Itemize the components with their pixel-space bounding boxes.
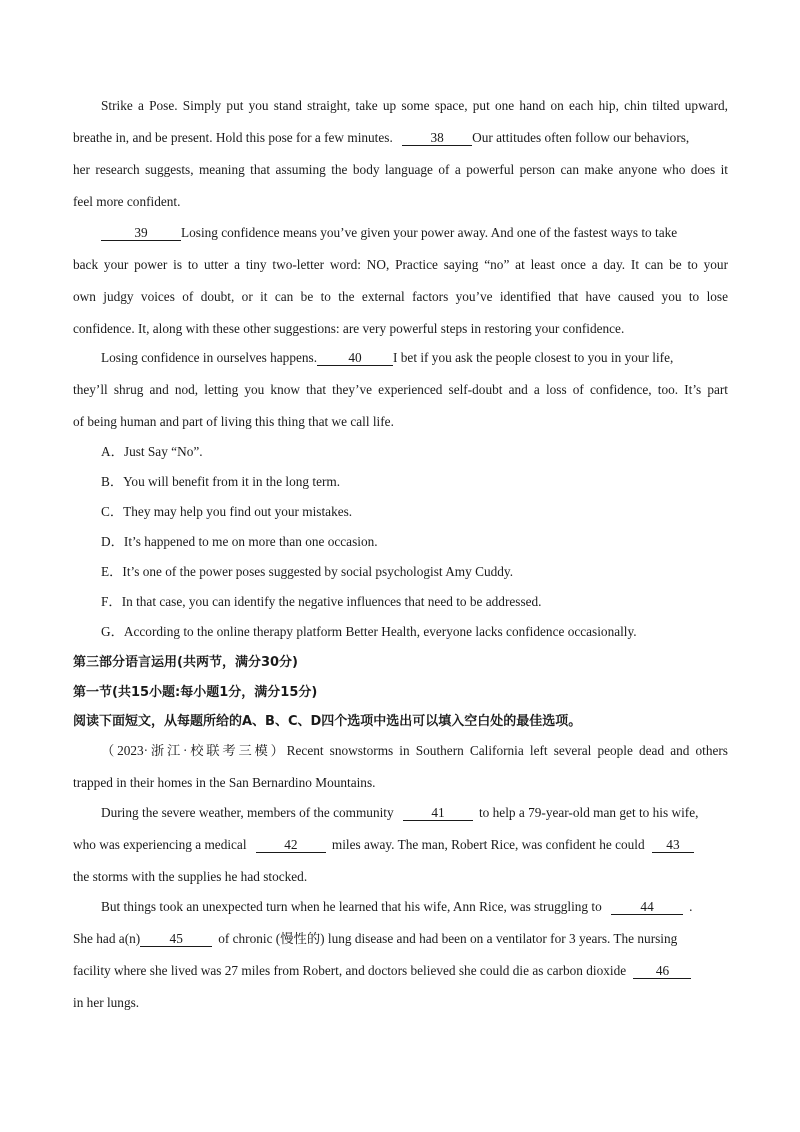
passage2-line xyxy=(73,775,375,791)
text: G．According to the online therapy platform Better Health, everyone lacks confidence occasionally. xyxy=(101,624,637,639)
text: Losing confidence in ourselves happens. xyxy=(101,350,318,365)
passage1-line xyxy=(73,414,394,430)
passage2-line xyxy=(73,931,677,947)
text: her research suggests, meaning that assuming the body language of a powerful person can make anyone who does it xyxy=(73,162,728,177)
text: Our attitudes often follow our behaviors, xyxy=(472,130,690,145)
text: C．They may help you find out your mistakes. xyxy=(101,504,353,519)
text: During the severe weather, members of the community xyxy=(101,805,394,820)
text: of being human and part of living this thing that we call life. xyxy=(73,414,394,429)
passage2-line xyxy=(101,899,692,915)
text: Losing confidence means you’ve given your power away. And one of the fastest ways to take xyxy=(181,225,678,240)
option-d[interactable] xyxy=(101,534,378,550)
text: breathe in, and be present. Hold this pose for a few minutes. xyxy=(73,130,393,145)
text: own judgy voices of doubt, or it can be to the external factors you’ve identified that have caused you to lose xyxy=(73,289,728,304)
text: A．Just Say “No”. xyxy=(101,444,203,459)
instructions: 阅读下面短文，从每题所给的A、B、C、D四个选项中选出可以填入空白处的最佳选项。 xyxy=(73,714,582,729)
text: facility where she lived was 27 miles from Robert, and doctors believed she could die as carbon dioxide xyxy=(73,963,627,978)
option-a[interactable] xyxy=(101,444,203,460)
blank-45[interactable]: 45 xyxy=(140,932,212,947)
option-g[interactable] xyxy=(101,624,637,640)
option-f[interactable] xyxy=(101,594,542,610)
text: F．In that case, you can identify the negative influences that need to be addressed. xyxy=(101,594,542,609)
passage2-line xyxy=(73,837,694,853)
text: who was experiencing a medical xyxy=(73,837,247,852)
passage1-line xyxy=(73,130,689,146)
passage1-line xyxy=(73,321,624,337)
passage2-line xyxy=(101,805,698,821)
text: E．It’s one of the power poses suggested by social psychologist Amy Cuddy. xyxy=(101,564,514,579)
text: the storms with the supplies he had stocked. xyxy=(73,869,308,884)
passage2-line xyxy=(73,869,307,885)
passage2-line xyxy=(73,963,691,979)
section-heading: 第三部分语言运用(共两节，满分30分) xyxy=(73,655,298,670)
passage2-line xyxy=(73,743,728,759)
blank-38[interactable]: 38 xyxy=(402,131,472,146)
text: B．You will benefit from it in the long term. xyxy=(101,474,341,489)
text: I bet if you ask the people closest to you in your life, xyxy=(393,350,674,365)
text: She had a(n) xyxy=(73,931,141,946)
option-b[interactable] xyxy=(101,474,340,490)
passage1-line xyxy=(73,194,180,210)
blank-42[interactable]: 42 xyxy=(256,838,326,853)
text: feel more confident. xyxy=(73,194,181,209)
text: back your power is to utter a tiny two-letter word: NO, Practice saying “no” at least once a day. It can be to your xyxy=(73,257,728,272)
text: trapped in their homes in the San Bernardino Mountains. xyxy=(73,775,376,790)
text: D．It’s happened to me on more than one occasion. xyxy=(101,534,378,549)
text: to help a 79-year-old man get to his wife, xyxy=(478,805,699,820)
text: Strike a Pose. Simply put you stand straight, take up some space, put one hand on each hip, chin tilted upward, xyxy=(101,98,728,113)
text: But things took an unexpected turn when he learned that his wife, Ann Rice, was struggling to xyxy=(101,899,602,914)
blank-46[interactable]: 46 xyxy=(633,964,691,979)
text: miles away. The man, Robert Rice, was confident he could xyxy=(331,837,645,852)
passage1-line xyxy=(101,350,673,366)
passage1-line xyxy=(73,162,728,178)
text: . xyxy=(689,899,693,914)
passage1-line xyxy=(73,98,728,114)
option-c[interactable] xyxy=(101,504,352,520)
passage1-line xyxy=(73,257,728,273)
option-e[interactable] xyxy=(101,564,513,580)
passage1-line xyxy=(73,289,728,305)
text: confidence. It, along with these other suggestions: are very powerful steps in restoring your confidence. xyxy=(73,321,625,336)
blank-44[interactable]: 44 xyxy=(611,900,683,915)
text: （2023·浙江·校联考三模）Recent snowstorms in Southern California left several people dead and others xyxy=(101,743,728,758)
blank-40[interactable]: 40 xyxy=(317,351,393,366)
passage1-line xyxy=(101,225,677,241)
passage1-line xyxy=(73,382,728,398)
text: of chronic (慢性的) lung disease and had been on a ventilator for 3 years. The nursing xyxy=(218,931,678,946)
text: they’ll shrug and nod, letting you know that they’ve experienced self-doubt and a loss of confidence, too. It’s part xyxy=(73,382,728,397)
subsection-heading: 第一节(共15小题:每小题1分，满分15分) xyxy=(73,685,318,700)
blank-39[interactable]: 39 xyxy=(101,226,181,241)
blank-41[interactable]: 41 xyxy=(403,806,473,821)
text: in her lungs. xyxy=(73,995,140,1010)
passage2-line xyxy=(73,995,139,1011)
blank-43[interactable]: 43 xyxy=(652,838,694,853)
